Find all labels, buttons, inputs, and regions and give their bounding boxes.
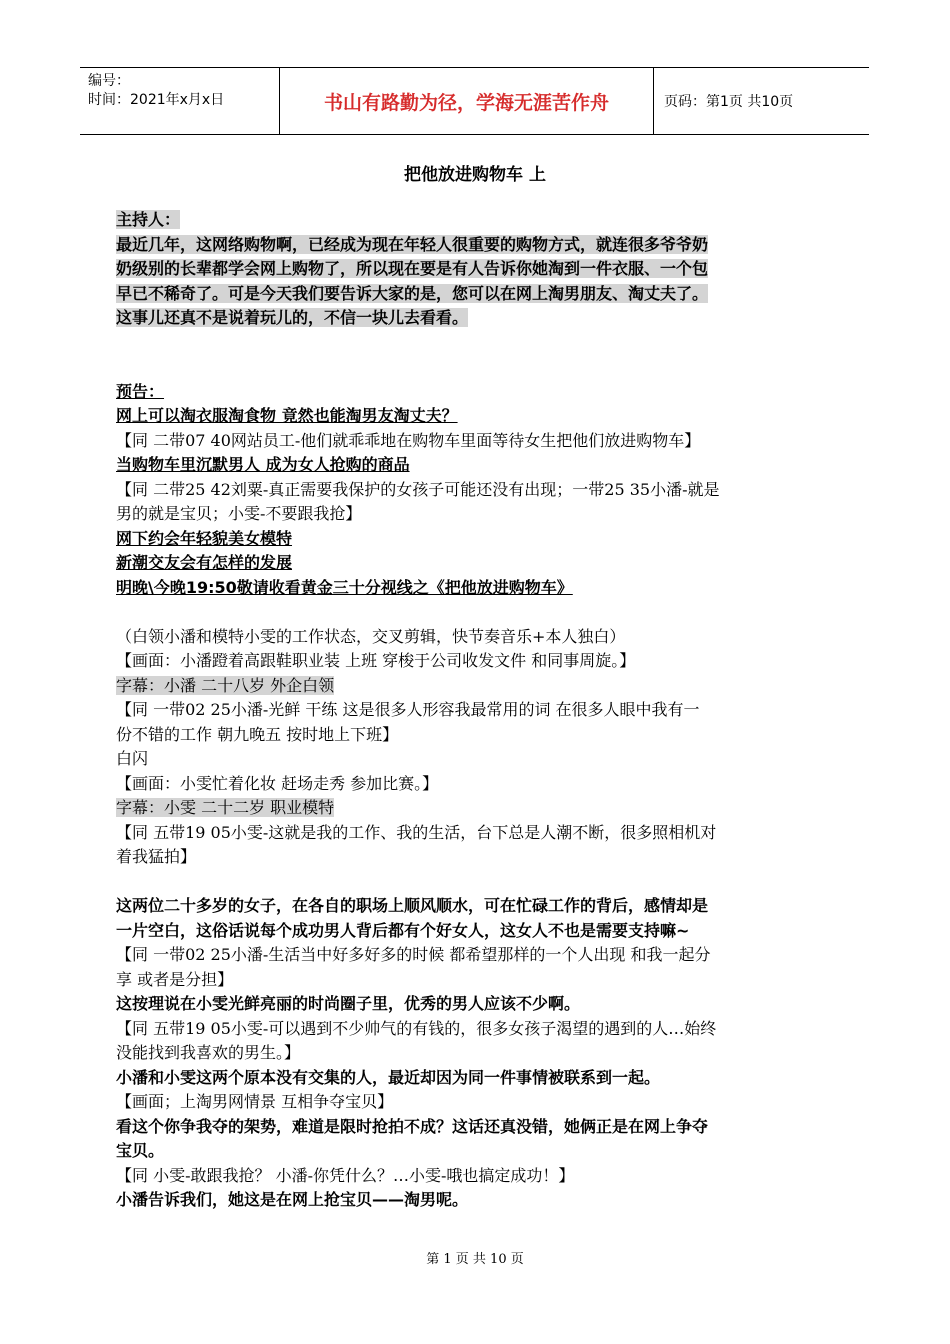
document-title: 把他放进购物车 上 bbox=[404, 165, 546, 185]
transition-line: 白闪 bbox=[116, 749, 149, 768]
quote-line: 份不错的工作 朝九晚五 按时地上下班】 bbox=[116, 724, 399, 744]
preview-headline: 网上可以淘衣服淘食物 竟然也能淘男友淘丈夫？ bbox=[116, 406, 458, 425]
narration-line: 小潘和小雯这两个原本没有交集的人，最近却因为同一件事情被联系到一起。 bbox=[116, 1067, 661, 1087]
quote-line: 着我猛拍】 bbox=[116, 847, 197, 866]
host-line: 这事儿还真不是说着玩儿的，不信一块儿去看看。 bbox=[116, 308, 469, 327]
caption-line: 字幕：小潘 二十八岁 外企白领 bbox=[116, 675, 335, 695]
quote-line: 没能找到我喜欢的男生。】 bbox=[116, 1043, 301, 1062]
stage-direction: （白领小潘和模特小雯的工作状态，交叉剪辑，快节奏音乐+本人独白） bbox=[116, 626, 626, 646]
preview-headline: 当购物车里沉默男人 成为女人抢购的商品 bbox=[116, 455, 410, 474]
narration-line: 这按理说在小雯光鲜亮丽的时尚圈子里，优秀的男人应该不少啊。 bbox=[116, 994, 581, 1013]
scene-note: 【画面；上淘男网情景 互相争夺宝贝】 bbox=[116, 1092, 394, 1111]
date-label: 时间：2021年x月x日 bbox=[88, 92, 225, 108]
scene-note: 【画面：小潘蹬着高跟鞋职业装 上班 穿梭于公司收发文件 和同事周旋。】 bbox=[116, 651, 636, 670]
header-motto: 书山有路勤为径，学海无涯苦作舟 bbox=[280, 68, 654, 134]
preview-quote: 【同 二带25 42刘粟-真正需要我保护的女孩子可能还没有出现；一带25 35小潘-就是 bbox=[116, 479, 720, 499]
scene-note: 【画面：小雯忙着化妆 赶场走秀 参加比赛。】 bbox=[116, 773, 439, 793]
host-label: 主持人： bbox=[116, 210, 181, 229]
header-page-label: 页码：第1页 共10页 bbox=[664, 94, 794, 110]
host-line: 最近几年，这网络购物啊，已经成为现在年轻人很重要的购物方式，就连很多爷爷奶 bbox=[116, 234, 709, 254]
host-line: 奶级别的长辈都学会网上购物了，所以现在要是有人告诉你她淘到一件衣服、一个包 bbox=[116, 259, 709, 278]
preview-headline: 新潮交友会有怎样的发展 bbox=[116, 553, 293, 572]
preview-headline: 网下约会年轻貌美女模特 bbox=[116, 528, 293, 548]
narration-line: 看这个你争我夺的架势，难道是限时抢拍不成？这话还真没错，她俩正是在网上争夺 bbox=[116, 1116, 709, 1136]
preview-quote: 【同 二带07 40网站员工-他们就乖乖地在购物车里面等待女生把他们放进购物车】 bbox=[116, 430, 701, 450]
narration-line: 一片空白，这俗话说每个成功男人背后都有个好女人，这女人不也是需要支持嘛~ bbox=[116, 920, 690, 940]
number-label: 编号： bbox=[88, 73, 130, 89]
narration-line: 这两位二十多岁的女子，在各自的职场上顺风顺水，可在忙碌工作的背后，感情却是 bbox=[116, 896, 709, 915]
narration-line: 宝贝。 bbox=[116, 1141, 165, 1160]
quote-line: 【同 五带19 05小雯-这就是我的工作、我的生活，台下总是人潮不断，很多照相机对 bbox=[116, 822, 717, 842]
quote-line: 【同 五带19 05小雯-可以遇到不少帅气的有钱的，很多女孩子渴望的遇到的人…始终 bbox=[116, 1018, 717, 1038]
quote-line: 【同 一带02 25小潘-生活当中好多好多的时候 都希望那样的一个人出现 和我一起分 bbox=[116, 945, 711, 964]
preview-quote: 男的就是宝贝；小雯-不要跟我抢】 bbox=[116, 504, 362, 523]
quote-line: 享 或者是分担】 bbox=[116, 969, 234, 989]
page-header bbox=[80, 67, 869, 135]
quote-line: 【同 一带02 25小潘-光鲜 干练 这是很多人形容我最常用的词 在很多人眼中我有一 bbox=[116, 700, 700, 719]
host-line: 早已不稀奇了。可是今天我们要告诉大家的是，您可以在网上淘男朋友、淘丈夫了。 bbox=[116, 283, 709, 303]
caption-line: 字幕：小雯 二十二岁 职业模特 bbox=[116, 798, 335, 817]
document-body bbox=[116, 208, 836, 1213]
header-meta bbox=[80, 68, 280, 134]
page-footer: 第 1 页 共 10 页 bbox=[426, 1252, 524, 1267]
preview-headline: 明晚\今晚19:50敬请收看黄金三十分视线之《把他放进购物车》 bbox=[116, 577, 573, 597]
preview-label: 预告： bbox=[116, 381, 165, 401]
narration-line: 小潘告诉我们，她这是在网上抢宝贝——淘男呢。 bbox=[116, 1190, 469, 1209]
quote-line: 【同 小雯-敢跟我抢？ 小潘-你凭什么？…小雯-哦也搞定成功！】 bbox=[116, 1165, 575, 1185]
